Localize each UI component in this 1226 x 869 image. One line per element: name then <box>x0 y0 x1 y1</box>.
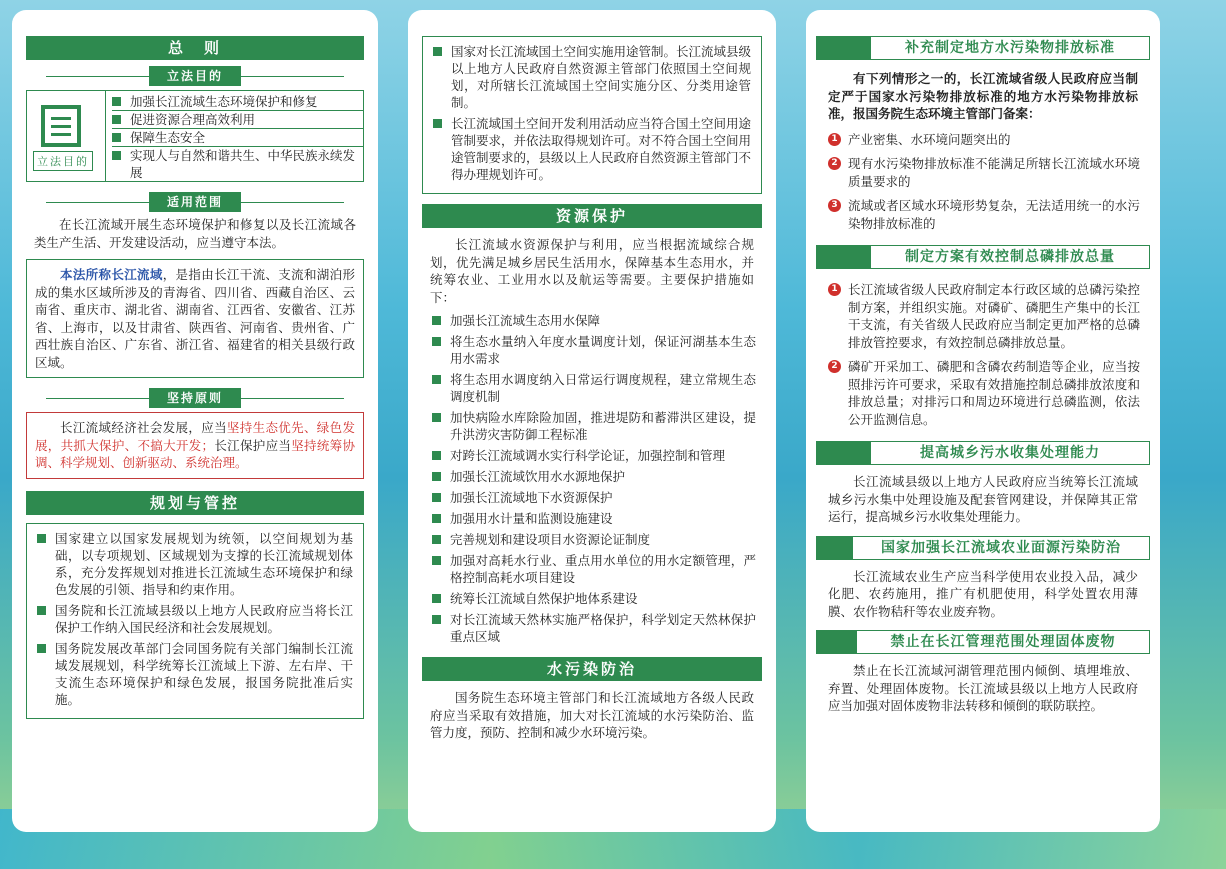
heading-scope: 适用范围 <box>26 192 364 212</box>
purpose-list <box>106 91 363 181</box>
section-title-water-pollution: 水污染防治 <box>422 657 762 681</box>
list-item: 加强用水计量和监测设施建设 <box>432 510 756 527</box>
list-item: 加强对高耗水行业、重点用水单位的用水定额管理，严格控制高耗水项目建设 <box>432 552 756 586</box>
list-item: 实现人与自然和谐共生、中华民族永续发展 <box>112 147 363 181</box>
principles-box: 长江流域经济社会发展，应当坚持生态优先、绿色发展，共抓大保护、不搞大开发；长江保护应当坚持统筹协调、科学规划、创新驱动、系统治理。 <box>26 412 364 479</box>
list-item: 对跨长江流域调水实行科学论证，加强控制和管理 <box>432 447 756 464</box>
list-item: 加快病险水库除险加固，推进堤防和蓄滞洪区建设，提升洪涝灾害防御工程标准 <box>432 409 756 443</box>
purpose-box <box>26 90 364 182</box>
heading-purpose: 立法目的 <box>26 66 364 86</box>
heading-principles: 坚持原则 <box>26 388 364 408</box>
section-title-general: 总 则 <box>26 36 364 60</box>
heading-agri: 国家加强长江流域农业面源污染防治 <box>816 536 1150 560</box>
definition-lead: 本法所称长江流域 <box>60 267 163 282</box>
solid-text: 禁止在长江流域河湖管理范围内倾倒、填埋堆放、弃置、处理固体废物。长江流域县级以上地方人民政府应当加强对固体废物非法转移和倾倒的联防联控。 <box>828 663 1138 713</box>
list-item: 统筹长江流域自然保护地体系建设 <box>432 590 756 607</box>
standards-list <box>828 131 1140 233</box>
resource-measures <box>432 312 756 645</box>
list-item: 2 磷矿开采加工、磷肥和含磷农药制造等企业，应当按照排污许可要求，采取有效措施控制总磷排放浓度和排放总量；对排污口和周边环境进行总磷监测，依法公开监测信息。 <box>828 358 1140 428</box>
list-item: 1 产业密集、水环境问题突出的 <box>828 131 1140 149</box>
sewage-text: 长江流域县级以上地方人民政府应当统筹长江流域城乡污水集中处理设施及配套管网建设，并保障其正常运行，提高城乡污水收集处理能力。 <box>828 474 1138 524</box>
panel-general <box>12 10 378 832</box>
list-item: 长江流域国土空间开发利用活动应当符合国土空间用途管制要求，并依法取得规划许可。对不符合国土空间用途管制要求的，县级以上人民政府自然资源主管部门不得办理规划许可。 <box>433 115 751 183</box>
list-item: 将生态水量纳入年度水量调度计划，保证河湖基本生态用水需求 <box>432 333 756 367</box>
list-item: 加强长江流域生态用水保障 <box>432 312 756 329</box>
list-item: 国家对长江流域国土空间实施用途管制。长江流域县级以上地方人民政府自然资源主管部门依照国土空间规划，对所辖长江流域国土空间实施分区、分类用途管制。 <box>433 43 751 111</box>
heading-phosphorus: 制定方案有效控制总磷排放总量 <box>816 245 1150 269</box>
phosphorus-list <box>828 281 1140 428</box>
panel-resources <box>408 10 776 832</box>
standards-intro: 有下列情形之一的，长江流域省级人民政府应当制定严于国家水污染物排放标准的地方水污染物排放标准，报国务院生态环境主管部门备案： <box>828 71 1138 121</box>
heading-sewage: 提高城乡污水收集处理能力 <box>816 441 1150 465</box>
section-title-resource: 资源保护 <box>422 204 762 228</box>
list-item: 完善规划和建设项目水资源论证制度 <box>432 531 756 548</box>
list-item: 国务院发展改革部门会同国务院有关部门编制长江流域发展规划，科学统筹长江流域上下游、左右岸、干支流生态环境保护和绿色发展，报国务院批准后实施。 <box>37 640 353 708</box>
land-use-box <box>422 36 762 194</box>
definition-rest: ，是指由长江干流、支流和湖泊形成的集水区域所涉及的青海省、四川省、西藏自治区、云南省、重庆市、湖北省、湖南省、江西省、安徽省、江苏省、上海市，以及甘肃省、陕西省、河南省、贵州省、广西壮族自治区、广东省、浙江省、福建省的相关县级行政区域。 <box>35 267 355 370</box>
scope-text: 在长江流域开展生态环境保护和修复以及长江流域各类生产生活、开发建设活动，应当遵守本法。 <box>34 217 356 250</box>
list-item: 对长江流域天然林实施严格保护，科学划定天然林保护重点区域 <box>432 611 756 645</box>
water-pollution-text: 国务院生态环境主管部门和长江流域地方各级人民政府应当采取有效措施，加大对长江流域的水污染防治、监管力度，预防、控制和减少水环境污染。 <box>430 690 754 740</box>
heading-solid: 禁止在长江管理范围处理固体废物 <box>816 630 1150 654</box>
list-item: 2 现有水污染物排放标准不能满足所辖长江流域水环境质量要求的 <box>828 155 1140 190</box>
list-item: 加强长江流域生态环境保护和修复 <box>112 93 363 111</box>
list-item: 3 流域或者区域水环境形势复杂，无法适用统一的水污染物排放标准的 <box>828 197 1140 232</box>
list-item: 国务院和长江流域县级以上地方人民政府应当将长江保护工作纳入国民经济和社会发展规划。 <box>37 602 353 636</box>
resource-intro: 长江流域水资源保护与利用，应当根据流域综合规划，优先满足城乡居民生活用水，保障基本生态用水，并统筹农业、工业用水以及航运等需要。主要保护措施如下： <box>430 237 754 305</box>
list-item: 促进资源合理高效利用 <box>112 111 363 129</box>
heading-standards: 补充制定地方水污染物排放标准 <box>816 36 1150 60</box>
list-item: 保障生态安全 <box>112 129 363 147</box>
list-item: 1 长江流域省级人民政府制定本行政区域的总磷污染控制方案，并组织实施。对磷矿、磷肥生产集中的长江干支流，有关省级人民政府应当制定更加严格的总磷排放管控要求，有效控制总磷排放总量。 <box>828 281 1140 351</box>
list-item: 将生态用水调度纳入日常运行调度规程，建立常规生态调度机制 <box>432 371 756 405</box>
document-icon <box>27 91 106 181</box>
list-item: 加强长江流域饮用水水源地保护 <box>432 468 756 485</box>
list-item: 加强长江流域地下水资源保护 <box>432 489 756 506</box>
purpose-icon-label: 立法目的 <box>33 151 93 171</box>
panel-pollution-control <box>806 10 1160 832</box>
section-title-planning: 规划与管控 <box>26 491 364 515</box>
list-item: 国家建立以国家发展规划为统领，以空间规划为基础，以专项规划、区域规划为支撑的长江流域规划体系，充分发挥规划对推进长江流域生态环境保护和绿色发展的引领、指导和约束作用。 <box>37 530 353 598</box>
agri-text: 长江流域农业生产应当科学使用农业投入品，减少化肥、农药施用，推广有机肥使用，科学处置农用薄膜、农作物秸秆等农业废弃物。 <box>828 568 1138 619</box>
definition-box <box>26 259 364 378</box>
planning-box <box>26 523 364 719</box>
